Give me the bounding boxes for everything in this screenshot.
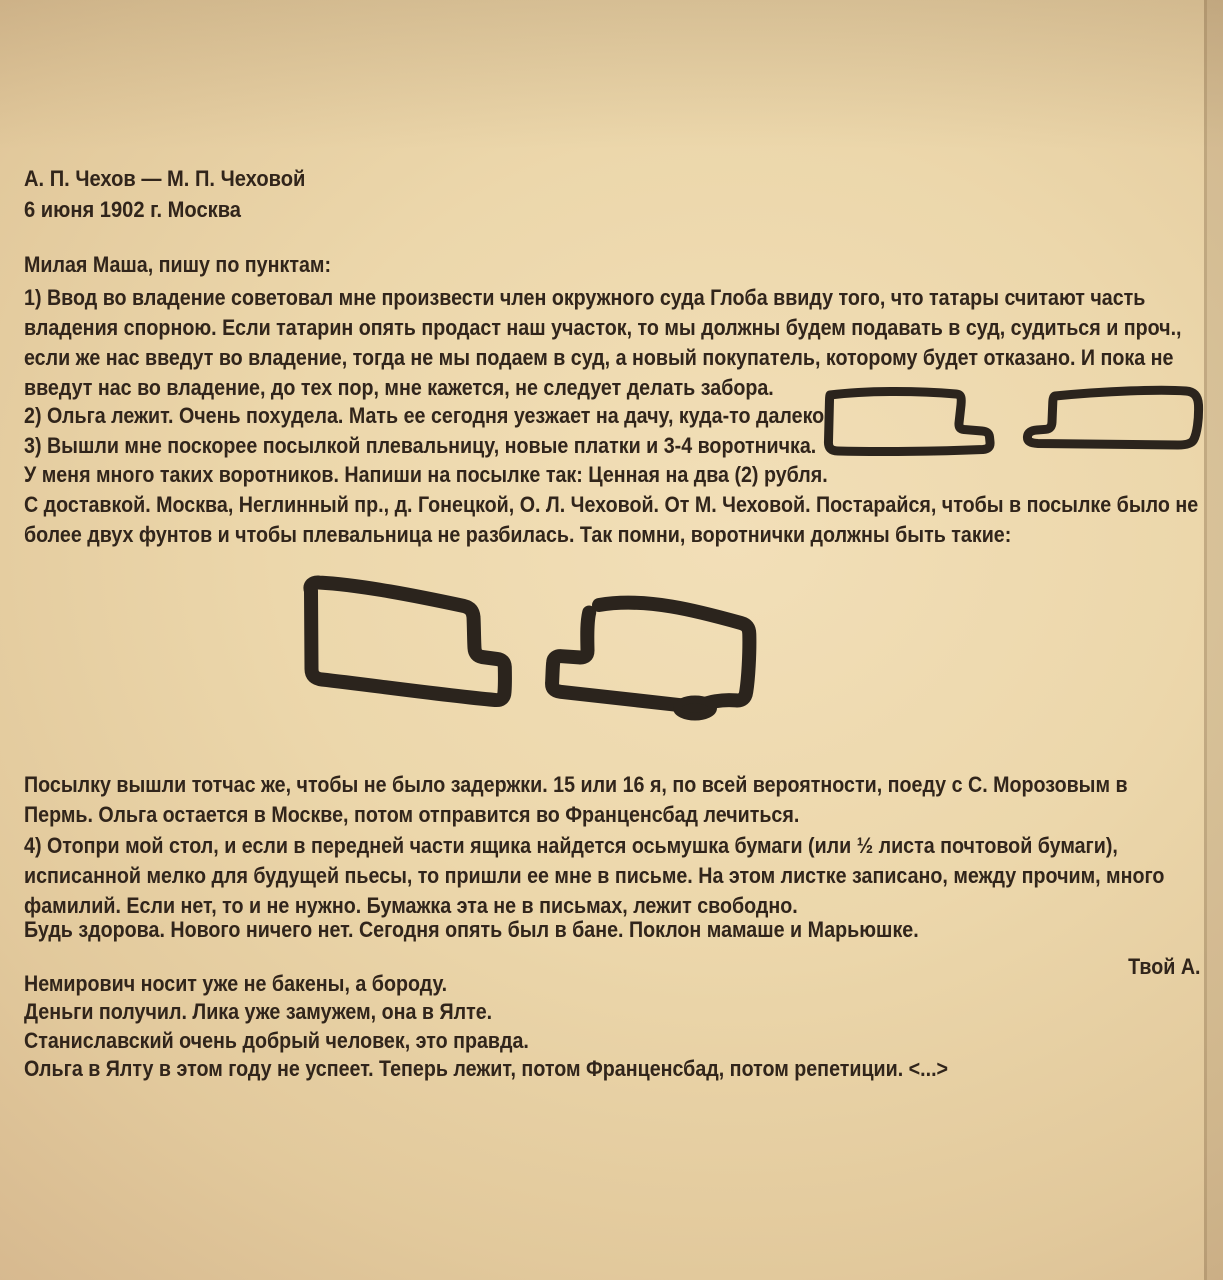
collar-sketch-large-pair — [296, 571, 761, 729]
letter-point-3-cont-1: У меня много таких воротников. Напиши на посылке так: Ценная на два (2) рубля. — [24, 462, 828, 487]
letter-point-4: 4) Отопри мой стол, и если в передней части ящика найдется осьмушка бумаги (или ½ листа почтовой бумаги), исписанной мелко для будущей пьесы, то пришли ее мне в письме. На этом листке записано, между прочим, много фамилий. Если нет, то и не нужно. Бумажка эта не в письмах, лежит свободно. — [24, 833, 1165, 918]
letter-point-2: 2) Ольга лежит. Очень похудела. Мать ее сегодня уезжает на дачу, куда-то далеко. — [24, 403, 830, 428]
letter-signature: Твой А. — [1128, 954, 1201, 979]
letter-postscript-line: Станиславский очень добрый человек, это правда. — [24, 1028, 529, 1053]
letter-postscript-line: Деньги получил. Лика уже замужем, она в Ялте. — [24, 999, 493, 1024]
page-edge-shadow — [1207, 0, 1223, 1280]
letter-postscript-line: Немирович носит уже не бакены, а бороду. — [24, 971, 448, 996]
letter-postscript-line: Ольга в Ялту в этом году не успеет. Теперь лежит, потом Франценсбад, потом репетиции. <...> — [24, 1056, 949, 1081]
collar-sketch-small-right — [1027, 390, 1198, 445]
letter-point-3-cont-2: С доставкой. Москва, Неглинный пр., д. Гонецкой, О. Л. Чеховой. От М. Чеховой. Постарайся, чтобы в посылке было не более двух фунтов и чтобы плевальница не разбилась. Так помни, воротнички должны быть такие: — [24, 492, 1199, 547]
letter-closing: Будь здорова. Нового ничего нет. Сегодня опять был в бане. Поклон мамаше и Марьюшке. — [24, 917, 919, 942]
letter-dateline: 6 июня 1902 г. Москва — [24, 197, 242, 222]
collar-sketch-small-pair — [816, 381, 1212, 463]
letter-point-1: 1) Ввод во владение советовал мне произвести член окружного суда Глоба ввиду того, что татары считают часть владения спорною. Если татарин опять продаст наш участок, то мы должны будем подавать в суд, судиться и проч., если же нас введут во владение, тогда не мы подаем в суд, а новый покупатель, которому будет отказано. И пока не введут нас во владение, до тех пор, мне кажется, не следует делать забора. — [24, 285, 1182, 400]
photo-vignette — [0, 0, 1223, 150]
collar-sketch-large-left — [310, 582, 504, 700]
letter-point-3-cont-3: Посылку вышли тотчас же, чтобы не было задержки. 15 или 16 я, по всей вероятности, поеду с С. Морозовым в Пермь. Ольга остается в Москве, потом отправится во Франценсбад лечиться. — [24, 772, 1128, 827]
collar-sketch-large-right — [552, 603, 749, 707]
collar-sketch-small-left — [828, 392, 990, 452]
letter-correspondents: А. П. Чехов — М. П. Чеховой — [24, 166, 306, 191]
letter-point-3: 3) Вышли мне поскорее посылкой плевальницу, новые платки и 3-4 воротничка. — [24, 433, 817, 458]
letter-salutation: Милая Маша, пишу по пунктам: — [24, 252, 332, 277]
